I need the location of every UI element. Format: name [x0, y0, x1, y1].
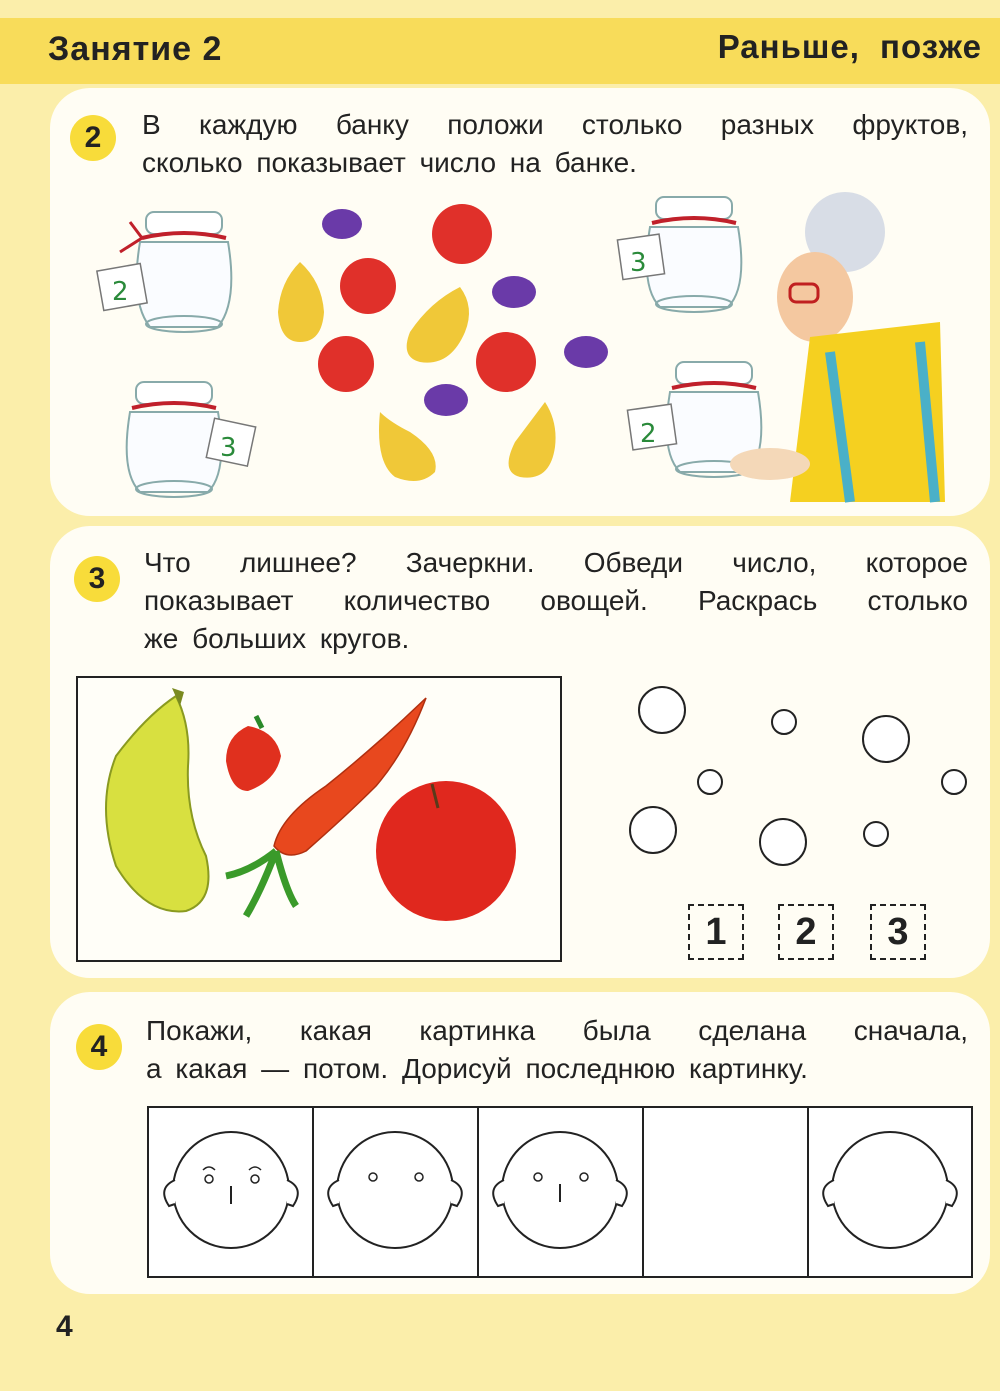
- topic-title: Раньше, позже: [717, 28, 982, 65]
- task2-number-badge: 2: [70, 115, 116, 161]
- big-circle[interactable]: [863, 716, 909, 762]
- small-circle[interactable]: [864, 822, 888, 846]
- choice-3[interactable]: 3: [870, 904, 926, 960]
- choice-1[interactable]: 1: [688, 904, 744, 960]
- small-circle[interactable]: [772, 710, 796, 734]
- apple-icon: [476, 332, 536, 392]
- task3-line-2: показывает количество овощей. Раскрась столько: [144, 585, 968, 616]
- faces-sequence: [147, 1106, 973, 1278]
- task4-instructions: [146, 1012, 968, 1088]
- task3-instructions: [144, 544, 968, 658]
- lesson-title: Занятие 2: [48, 30, 223, 68]
- svg-text:3: 3: [630, 248, 647, 278]
- plum-icon: [564, 336, 608, 368]
- apple-icon: [340, 258, 396, 314]
- page-number: 4: [56, 1310, 73, 1343]
- jar-icon: [127, 382, 256, 497]
- pear-icon: [379, 412, 436, 481]
- task3-line-1: Что лишнее? Зачеркни. Обведи число, которое: [144, 547, 968, 578]
- pear-icon: [407, 287, 469, 363]
- circles-field: [620, 680, 980, 880]
- task2-instructions: [142, 106, 968, 182]
- small-circle[interactable]: [942, 770, 966, 794]
- big-circle[interactable]: [639, 687, 685, 733]
- grandmother-illustration: [730, 192, 945, 502]
- big-circle[interactable]: [630, 807, 676, 853]
- choice-2[interactable]: 2: [778, 904, 834, 960]
- task2-line-1: В каждую банку положи столько разных фруктов,: [142, 109, 968, 140]
- big-circle[interactable]: [760, 819, 806, 865]
- svg-text:3: 3: [220, 433, 237, 463]
- task2-line-2: сколько показывает число на банке.: [142, 147, 637, 178]
- plum-icon: [492, 276, 536, 308]
- pear-icon: [509, 402, 556, 478]
- task4-line-1: Покажи, какая картинка была сделана сначала,: [146, 1015, 968, 1046]
- task3-number-badge: 3: [74, 556, 120, 602]
- task4-line-2: а какая — потом. Дорисуй последнюю картинку.: [146, 1053, 808, 1084]
- task3-line-3: же больших кругов.: [144, 623, 410, 654]
- face-cell-empty[interactable]: [645, 1109, 806, 1275]
- small-circle[interactable]: [698, 770, 722, 794]
- vegetables-picture[interactable]: [76, 676, 562, 962]
- svg-text:2: 2: [112, 277, 129, 307]
- plum-icon: [322, 209, 362, 239]
- apple-icon: [432, 204, 492, 264]
- apple-icon: [318, 336, 374, 392]
- jar-icon: [97, 212, 231, 332]
- plum-icon: [424, 384, 468, 416]
- svg-text:2: 2: [640, 419, 657, 449]
- task2-illustration: [90, 192, 950, 512]
- jar-icon: [617, 197, 741, 312]
- tomato-icon: [376, 781, 516, 921]
- task4-number-badge: 4: [76, 1024, 122, 1070]
- pear-icon: [278, 262, 324, 342]
